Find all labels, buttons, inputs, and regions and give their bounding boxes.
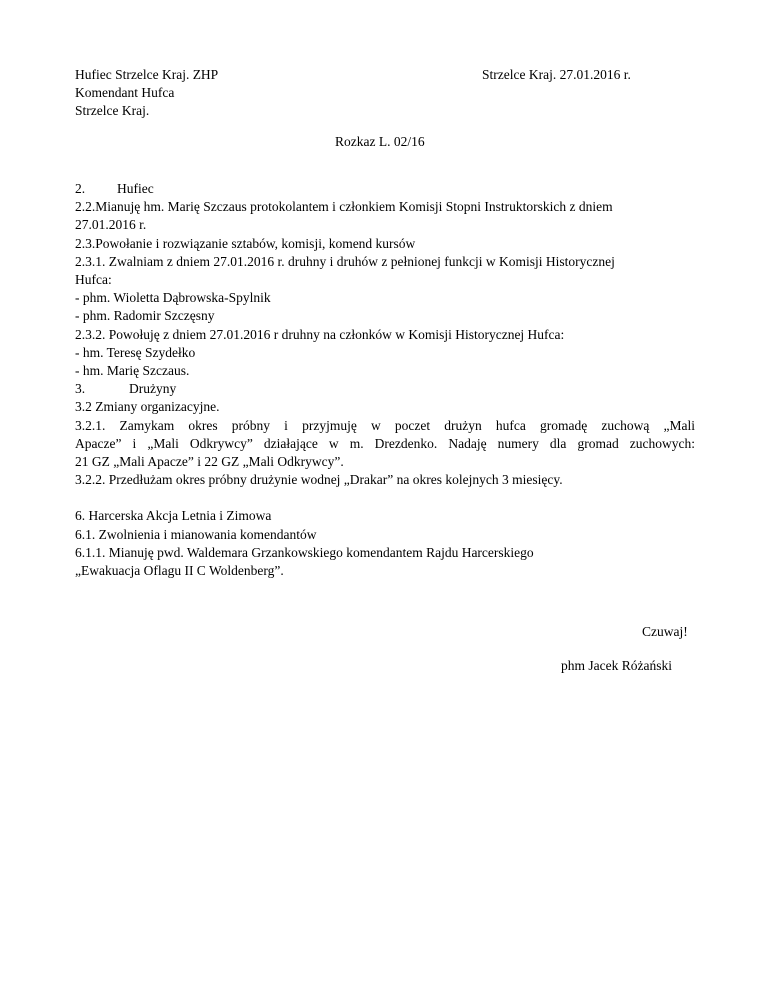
section-2-title: Hufiec xyxy=(117,181,154,196)
line-6-1-1a: 6.1.1. Mianuję pwd. Waldemara Grzankowskiego komendantem Rajdu Harcerskiego xyxy=(75,544,534,560)
section-3-number: 3. xyxy=(75,381,86,397)
line-2-3-1b: Hufca: xyxy=(75,272,112,288)
line-2-2: 2.2.Mianuję hm. Marię Szczaus protokolantem i członkiem Komisji Stopni Instruktorskich z dniem xyxy=(75,199,613,215)
section-3-heading xyxy=(75,380,695,398)
person-4: - hm. Marię Szczaus. xyxy=(75,363,190,379)
line-3-2-1b: Apacze” i „Mali Odkrywcy” działające w m. Drezdenko. Nadaję numery dla gromad zuchowych: xyxy=(75,435,695,451)
section-2-heading xyxy=(75,180,695,198)
line-3-2: 3.2 Zmiany organizacyjne. xyxy=(75,399,220,415)
closing-greeting: Czuwaj! xyxy=(642,624,688,639)
line-6-1: 6.1. Zwolnienia i mianowania komendantów xyxy=(75,526,317,542)
place-date: Strzelce Kraj. 27.01.2016 r. xyxy=(482,67,631,82)
signature: phm Jacek Różański xyxy=(561,658,672,673)
line-2-3-1: 2.3.1. Zwalniam z dniem 27.01.2016 r. druhny i druhów z pełnionej funkcji w Komisji Historycznej xyxy=(75,253,615,269)
line-3-2-2: 3.2.2. Przedłużam okres próbny drużynie wodnej „Drakar” na okres kolejnych 3 miesięcy. xyxy=(75,472,563,488)
line-6-1-1b: „Ewakuacja Oflagu II C Woldenberg”. xyxy=(75,563,284,579)
person-3: - hm. Teresę Szydełko xyxy=(75,344,196,360)
section-2-number: 2. xyxy=(75,181,86,196)
line-3-2-1a: 3.2.1. Zamykam okres próbny i przyjmuję w poczet drużyn hufca gromadę zuchową „Mali xyxy=(75,417,695,433)
line-2-3: 2.3.Powołanie i rozwiązanie sztabów, komisji, komend kursów xyxy=(75,235,416,251)
line-2-2b: 27.01.2016 r. xyxy=(75,217,147,233)
order-body xyxy=(75,180,695,580)
line-6: 6. Harcerska Akcja Letnia i Zimowa xyxy=(75,508,272,524)
line-2-3-2: 2.3.2. Powołuję z dniem 27.01.2016 r druhny na członków w Komisji Historycznej Hufca: xyxy=(75,326,565,342)
org-name: Hufiec Strzelce Kraj. ZHP xyxy=(75,67,219,82)
person-1: - phm. Wioletta Dąbrowska-Spylnik xyxy=(75,290,271,306)
line-3-2-1c: 21 GZ „Mali Apacze” i 22 GZ „Mali Odkrywcy”. xyxy=(75,454,344,470)
person-2: - phm. Radomir Szczęsny xyxy=(75,308,215,324)
paragraph-gap xyxy=(75,489,695,507)
order-title: Rozkaz L. 02/16 xyxy=(335,134,425,149)
org-city: Strzelce Kraj. xyxy=(75,103,150,118)
section-3-title: Drużyny xyxy=(129,381,177,397)
org-role: Komendant Hufca xyxy=(75,85,175,100)
